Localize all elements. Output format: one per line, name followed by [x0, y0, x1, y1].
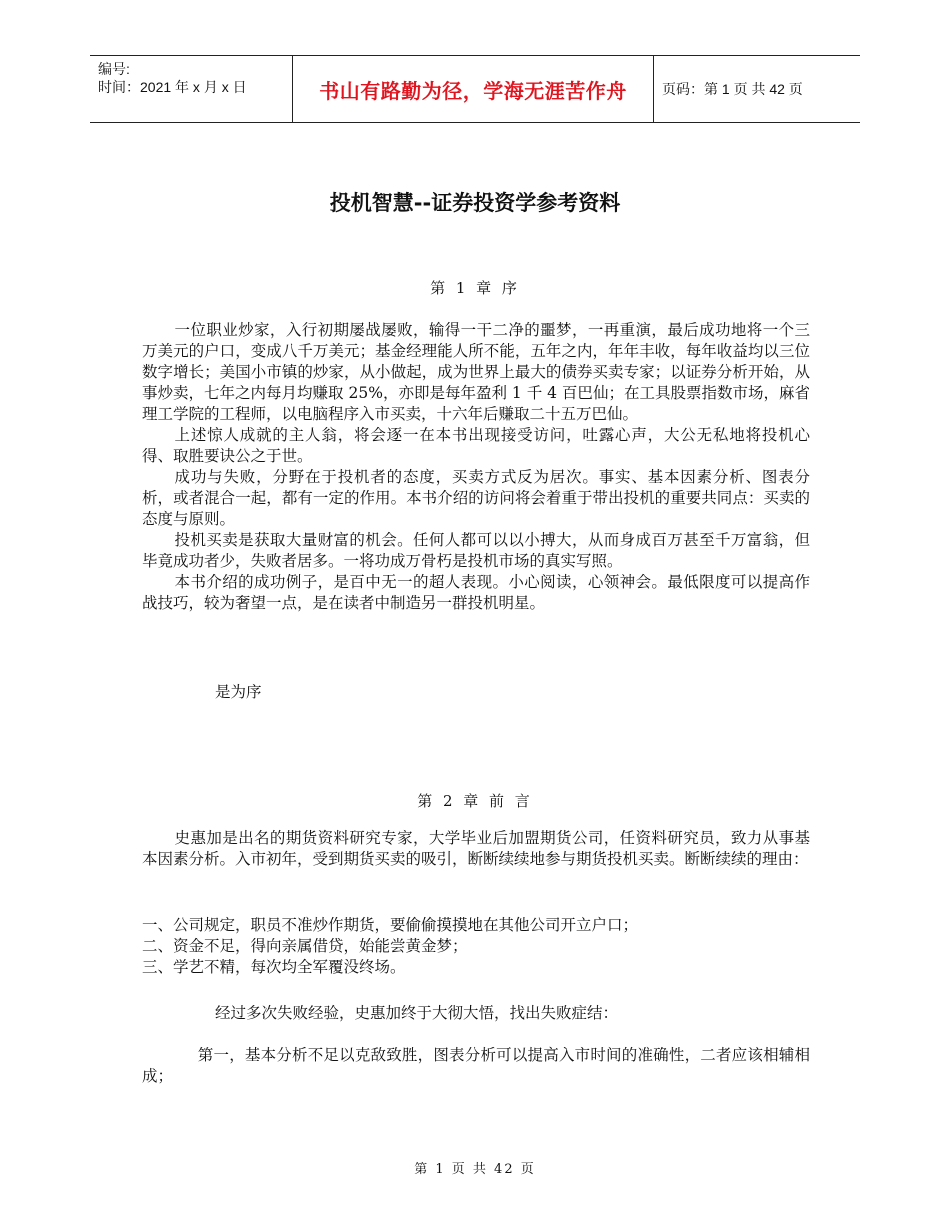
list-item: 二、资金不足，得向亲属借贷，始能尝黄金梦；: [142, 937, 468, 955]
chapter2-heading: 第 2 章 前 言: [417, 792, 533, 810]
chapter2-intro: [142, 828, 810, 870]
header-motto-cell: [292, 56, 654, 122]
paragraph: 上述惊人成就的主人翁，将会逐一在本书出现接受访问，吐露心声，大公无私地将投机心得、取胜要诀公之于世。: [142, 426, 810, 465]
chapter1-closing: 是为序: [215, 683, 262, 701]
header-page-info: [654, 56, 803, 122]
reasons-list: [142, 915, 810, 978]
paragraph: 成功与失败，分野在于投机者的态度，买卖方式反为居次。事实、基本因素分析、图表分析，或者混合一起，都有一定的作用。本书介绍的访问将会着重于带出投机的重要共同点：买卖的态度与原则。: [142, 468, 810, 528]
paragraph: 一位职业炒家，入行初期屡战屡败，输得一干二净的噩梦，一再重演，最后成功地将一个三万美元的户口，变成八千万美元；基金经理能人所不能，五年之内，年年丰收，每年收益均以三位数字增长；美国小市镇的炒家，从小做起，成为世界上最大的债券买卖专家；以证券分析开始，从事炒卖，七年之内每月均赚取 25%，亦即是每年盈利 1 千 4 百巴仙；在工具股票指数市场，麻省理工学院的工程师，以电脑程序入市买卖，十六年后赚取二十五万巴仙。: [142, 321, 810, 423]
chapter1-heading: 第 1 章 序: [430, 279, 520, 297]
paragraph: 投机买卖是获取大量财富的机会。任何人都可以以小搏大，从而身成百万甚至千万富翁，但毕竟成功者少，失败者居多。一将功成万骨朽是投机市场的真实写照。: [142, 531, 810, 570]
header-meta: [90, 56, 292, 122]
motto-text: 书山有路勤为径，学海无涯苦作舟: [319, 78, 627, 103]
number-label: 编号:: [98, 61, 130, 77]
chapter1-body: [142, 320, 810, 614]
page-info-text: 页码：第 1 页 共 42 页: [662, 81, 803, 97]
list-item: 三、学艺不精，每次均全军覆没终场。: [142, 958, 406, 976]
first-point-block: [142, 1045, 810, 1087]
page-header: [90, 55, 860, 123]
document-title: 投机智慧--证券投资学参考资料: [329, 191, 621, 215]
page-footer: 第 1 页 共 42 页: [414, 1162, 536, 1177]
realization-line: 经过多次失败经验，史惠加终于大彻大悟，找出失败症结：: [215, 1004, 619, 1022]
list-item: 一、公司规定，职员不准炒作期货，要偷偷摸摸地在其他公司开立户口；: [142, 916, 639, 934]
paragraph: 本书介绍的成功例子，是百中无一的超人表现。小心阅读，心领神会。最低限度可以提高作战技巧，较为奢望一点，是在读者中制造另一群投机明星。: [142, 573, 810, 612]
paragraph: 史惠加是出名的期货资料研究专家，大学毕业后加盟期货公司，任资料研究员，致力从事基本因素分析。入市初年，受到期货买卖的吸引，断断续续地参与期货投机买卖。断断续续的理由：: [142, 829, 810, 868]
time-label: 时间：2021 年 x 月 x 日: [98, 79, 247, 95]
paragraph: 第一，基本分析不足以克敌致胜，图表分析可以提高入市时间的准确性，二者应该相辅相成；: [142, 1046, 810, 1085]
